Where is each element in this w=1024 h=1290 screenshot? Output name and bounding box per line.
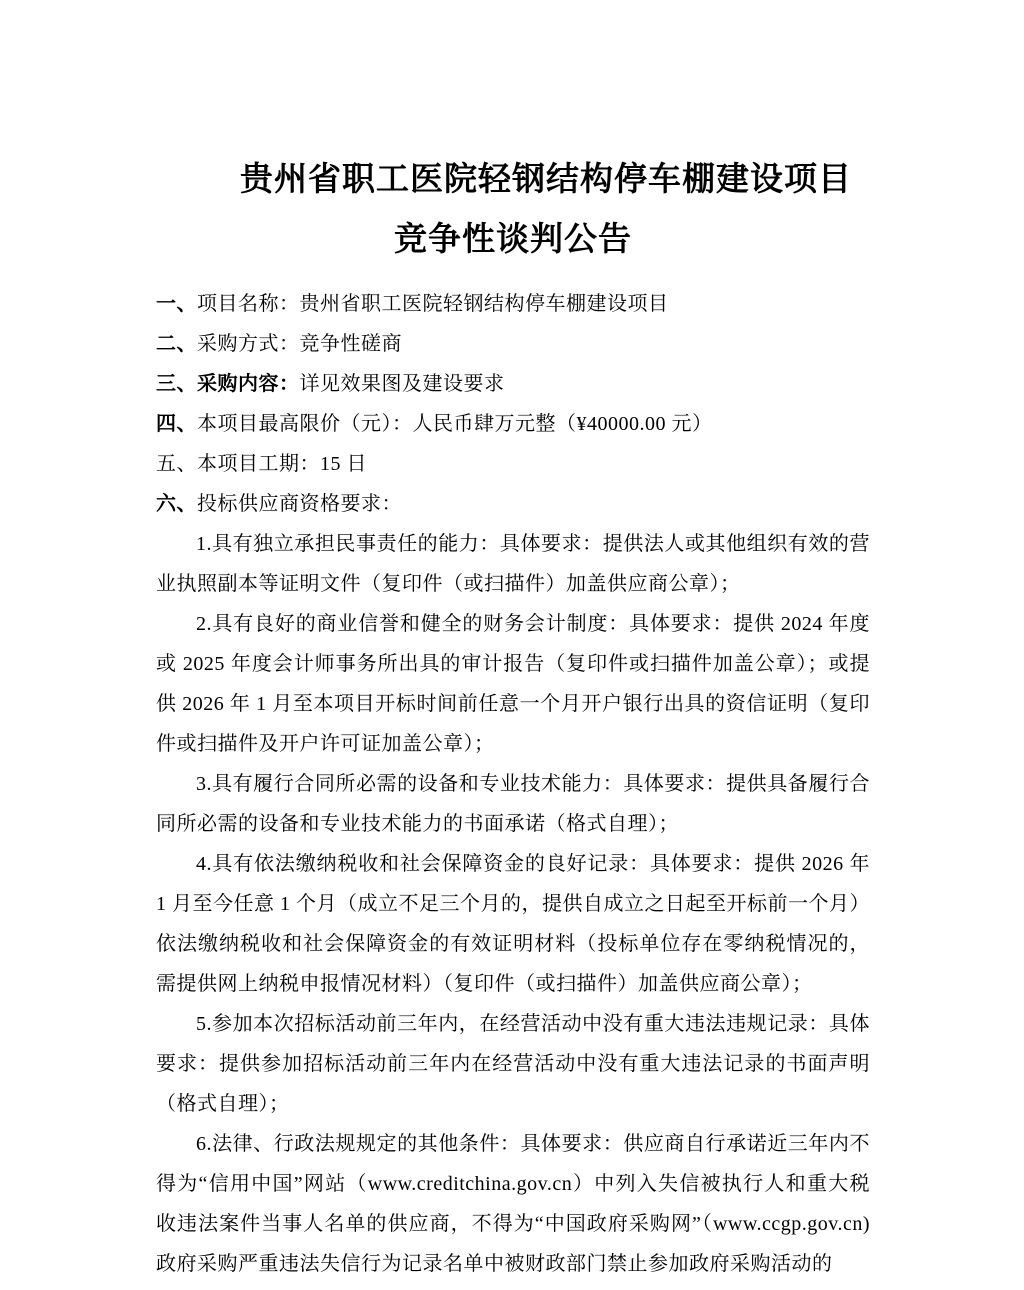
text-run: 二、: [156, 333, 197, 355]
text-run: 一、: [156, 293, 197, 315]
document-title-line: 贵州省职工医院轻钢结构停车棚建设项目: [240, 162, 852, 198]
doc-paragraph: [156, 324, 870, 364]
text-run: 三、采购内容：: [156, 373, 300, 395]
text-run: 五、本项目工期：15 日: [156, 453, 367, 475]
text-run: 详见效果图及建设要求: [299, 373, 505, 395]
text-run: 4.具有依法缴纳税收和社会保障资金的良好记录：具体要求：提供 2026 年 1 月至今任意 1 个月（成立不足三个月的，提供自成立之日起至开标前一个月）依法缴纳税收和社会保障资金的有效证明材料（投标单位存在零纳税情况的，需提供网上纳税申报情况材料）（复印件（或扫描件）加盖供应商公章）；: [156, 853, 870, 995]
doc-paragraph: [156, 444, 870, 484]
text-run: 2.具有良好的商业信誉和健全的财务会计制度：具体要求：提供 2024 年度或 2025 年度会计师事务所出具的审计报告（复印件或扫描件加盖公章）；或提供 2026 年 1 月至本项目开标时间前任意一个月开户银行出具的资信证明（复印件或扫描件及开户许可证加盖公章）；: [156, 613, 870, 755]
text-run: 3.具有履行合同所必需的设备和专业技术能力：具体要求：提供具备履行合同所必需的设备和专业技术能力的书面承诺（格式自理）；: [156, 773, 870, 835]
text-run: 项目名称：贵州省职工医院轻钢结构停车棚建设项目: [197, 293, 669, 315]
text-run: 投标供应商资格要求：: [197, 493, 402, 515]
doc-paragraph: [156, 484, 870, 524]
doc-paragraph: [156, 844, 870, 1004]
text-run: 四、: [156, 413, 197, 435]
doc-paragraph: [156, 1124, 870, 1284]
document-title-line: 竞争性谈判公告: [394, 222, 632, 258]
doc-paragraph: [156, 1004, 870, 1124]
document-title: [156, 0, 870, 270]
doc-paragraph: [156, 524, 870, 604]
text-run: 采购方式：竞争性磋商: [197, 333, 402, 355]
text-run: 本项目最高限价（元）：人民币肆万元整（¥40000.00 元）: [197, 413, 713, 435]
document-body: [156, 284, 870, 1284]
doc-paragraph: [156, 364, 870, 404]
doc-paragraph: [156, 604, 870, 764]
text-run: 5.参加本次招标活动前三年内，在经营活动中没有重大违法违规记录：具体要求：提供参加招标活动前三年内在经营活动中没有重大违法记录的书面声明（格式自理）；: [156, 1013, 870, 1115]
doc-paragraph: [156, 764, 870, 844]
doc-paragraph: [156, 404, 870, 444]
text-run: 六、: [156, 493, 197, 515]
doc-paragraph: [156, 284, 870, 324]
text-run: 6.法律、行政法规规定的其他条件：具体要求：供应商自行承诺近三年内不得为“信用中国”网站（www.creditchina.gov.cn）中列入失信被执行人和重大税收违法案件当事人名单的供应商，不得为“中国政府采购网”（www.ccgp.gov.cn)政府采购严重违法失信行为记录名单中被财政部门禁止参加政府采购活动的: [156, 1133, 870, 1275]
text-run: 1.具有独立承担民事责任的能力：具体要求：提供法人或其他组织有效的营业执照副本等证明文件（复印件（或扫描件）加盖供应商公章）；: [156, 533, 870, 595]
